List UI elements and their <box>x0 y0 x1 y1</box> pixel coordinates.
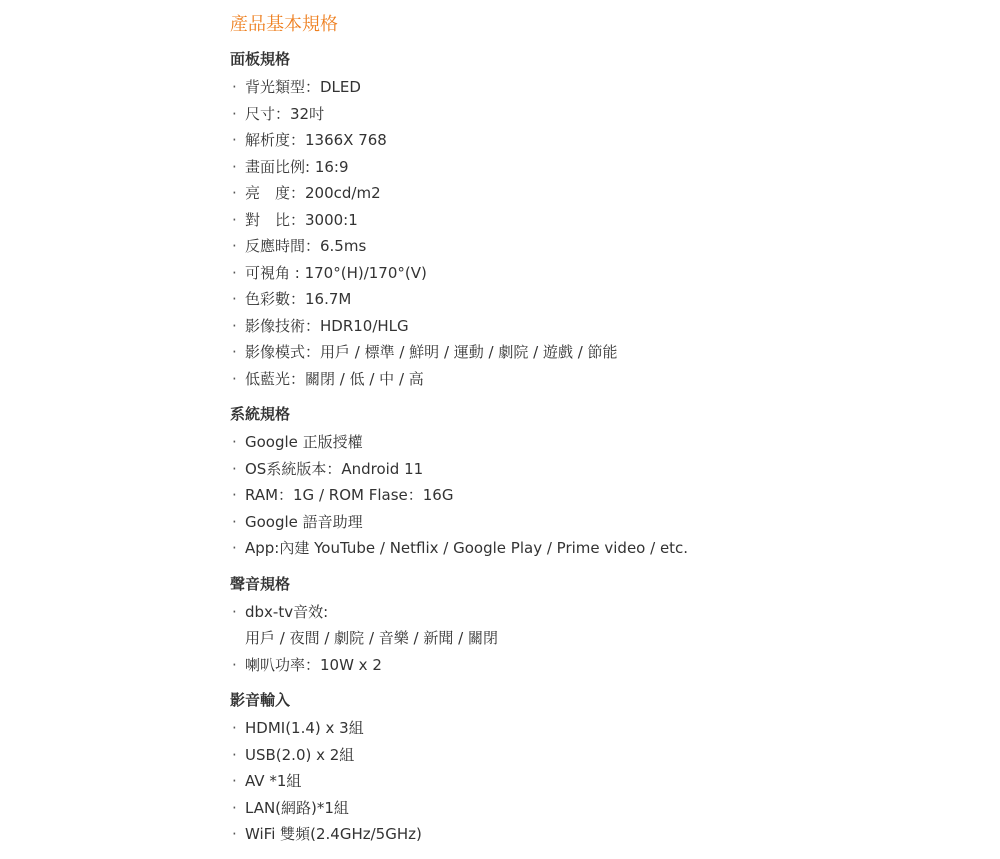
spec-text: 低藍光：關閉 / 低 / 中 / 高 <box>245 369 424 388</box>
system-spec-list <box>230 429 970 562</box>
bullet: · <box>232 78 237 96</box>
spec-item-dbx-tv <box>230 599 970 626</box>
bullet: · <box>232 290 237 308</box>
spec-item-hdmi <box>230 715 970 742</box>
section-heading-audio: 聲音規格 <box>230 574 291 593</box>
io-spec-section <box>230 689 970 848</box>
spec-text: 影像技術：HDR10/HLG <box>245 316 409 335</box>
section-heading-io: 影音輸入 <box>230 691 291 709</box>
bullet: · <box>232 745 237 764</box>
bullet: · <box>232 459 237 478</box>
spec-text: 影像模式：用戶 / 標準 / 鮮明 / 運動 / 劇院 / 遊戲 / 節能 <box>245 343 618 361</box>
bullet: · <box>232 316 237 335</box>
spec-text: 色彩數：16.7M <box>245 290 352 308</box>
spec-item-resolution <box>230 127 970 154</box>
spec-text: 解析度：1366X 768 <box>245 131 387 149</box>
spec-item-av <box>230 768 970 795</box>
spec-item-colors <box>230 286 970 313</box>
spec-item-picture-modes <box>230 339 970 366</box>
spec-text: USB(2.0) x 2組 <box>245 745 355 764</box>
section-heading-system: 系統規格 <box>230 405 291 423</box>
bullet: · <box>232 719 237 737</box>
audio-spec-list <box>230 599 970 679</box>
spec-item-viewing-angle <box>230 260 970 287</box>
bullet: · <box>232 343 237 361</box>
spec-text: 反應時間：6.5ms <box>245 237 367 255</box>
spec-item-os-version <box>230 456 970 483</box>
spec-item-image-tech <box>230 313 970 340</box>
spec-item-aspect-ratio <box>230 154 970 181</box>
page-title: 產品基本規格 <box>230 14 338 35</box>
spec-item-google-license <box>230 429 970 456</box>
spec-text: Google 正版授權 <box>245 433 363 451</box>
bullet: · <box>232 655 237 674</box>
bullet: · <box>232 263 237 282</box>
system-spec-section <box>230 403 970 562</box>
spec-text: 可視角 : 170°(H)/170°(V) <box>245 263 427 282</box>
bullet: · <box>232 369 237 388</box>
spec-text: 對 比：3000:1 <box>245 210 358 229</box>
spec-item-usb <box>230 742 970 769</box>
panel-spec-section <box>230 48 970 392</box>
spec-item-sound-modes <box>230 625 970 652</box>
spec-text: 用戶 / 夜間 / 劇院 / 音樂 / 新聞 / 關閉 <box>245 629 498 647</box>
spec-text: OS系統版本：Android 11 <box>245 459 424 478</box>
spec-text: 背光類型：DLED <box>245 78 361 96</box>
spec-text: Google 語音助理 <box>245 512 363 531</box>
bullet: · <box>232 486 237 504</box>
spec-text: RAM：1G / ROM Flase：16G <box>245 486 454 504</box>
bullet: · <box>232 210 237 229</box>
spec-item-brightness <box>230 180 970 207</box>
audio-spec-section <box>230 573 970 679</box>
bullet: · <box>232 157 237 176</box>
spec-item-apps <box>230 535 970 562</box>
spec-text: 尺寸：32吋 <box>245 104 325 123</box>
spec-item-response-time <box>230 233 970 260</box>
bullet: · <box>232 798 237 817</box>
panel-spec-list <box>230 74 970 392</box>
spec-text: App:內建 YouTube / Netflix / Google Play / Prime video / etc. <box>245 539 689 557</box>
bullet: · <box>232 512 237 531</box>
spec-text: AV *1組 <box>245 772 302 790</box>
spec-text: WiFi 雙頻(2.4GHz/5GHz) <box>245 825 422 843</box>
spec-item-size <box>230 101 970 128</box>
bullet: · <box>232 539 237 557</box>
spec-item-memory <box>230 482 970 509</box>
spec-text: LAN(網路)*1組 <box>245 798 349 817</box>
bullet: · <box>232 237 237 255</box>
bullet: · <box>232 772 237 790</box>
spec-item-backlight <box>230 74 970 101</box>
bullet: · <box>232 131 237 149</box>
spec-text: dbx-tv音效: <box>245 602 329 621</box>
section-heading-panel: 面板規格 <box>230 50 291 68</box>
spec-item-wifi <box>230 821 970 848</box>
spec-item-speaker-power <box>230 652 970 679</box>
spec-item-low-blue-light <box>230 366 970 393</box>
bullet: · <box>232 825 237 843</box>
spec-text: 畫面比例: 16:9 <box>245 157 349 176</box>
spec-text: 喇叭功率：10W x 2 <box>245 655 382 674</box>
io-spec-list <box>230 715 970 848</box>
spec-text: HDMI(1.4) x 3組 <box>245 719 364 737</box>
bullet: · <box>232 104 237 123</box>
product-spec <box>230 12 970 859</box>
spec-item-lan <box>230 795 970 822</box>
bullet: · <box>232 184 237 202</box>
bullet: · <box>232 433 237 451</box>
spec-item-voice-assistant <box>230 509 970 536</box>
spec-item-contrast <box>230 207 970 234</box>
spec-text: 亮 度：200cd/m2 <box>245 184 381 202</box>
bullet: · <box>232 602 237 621</box>
